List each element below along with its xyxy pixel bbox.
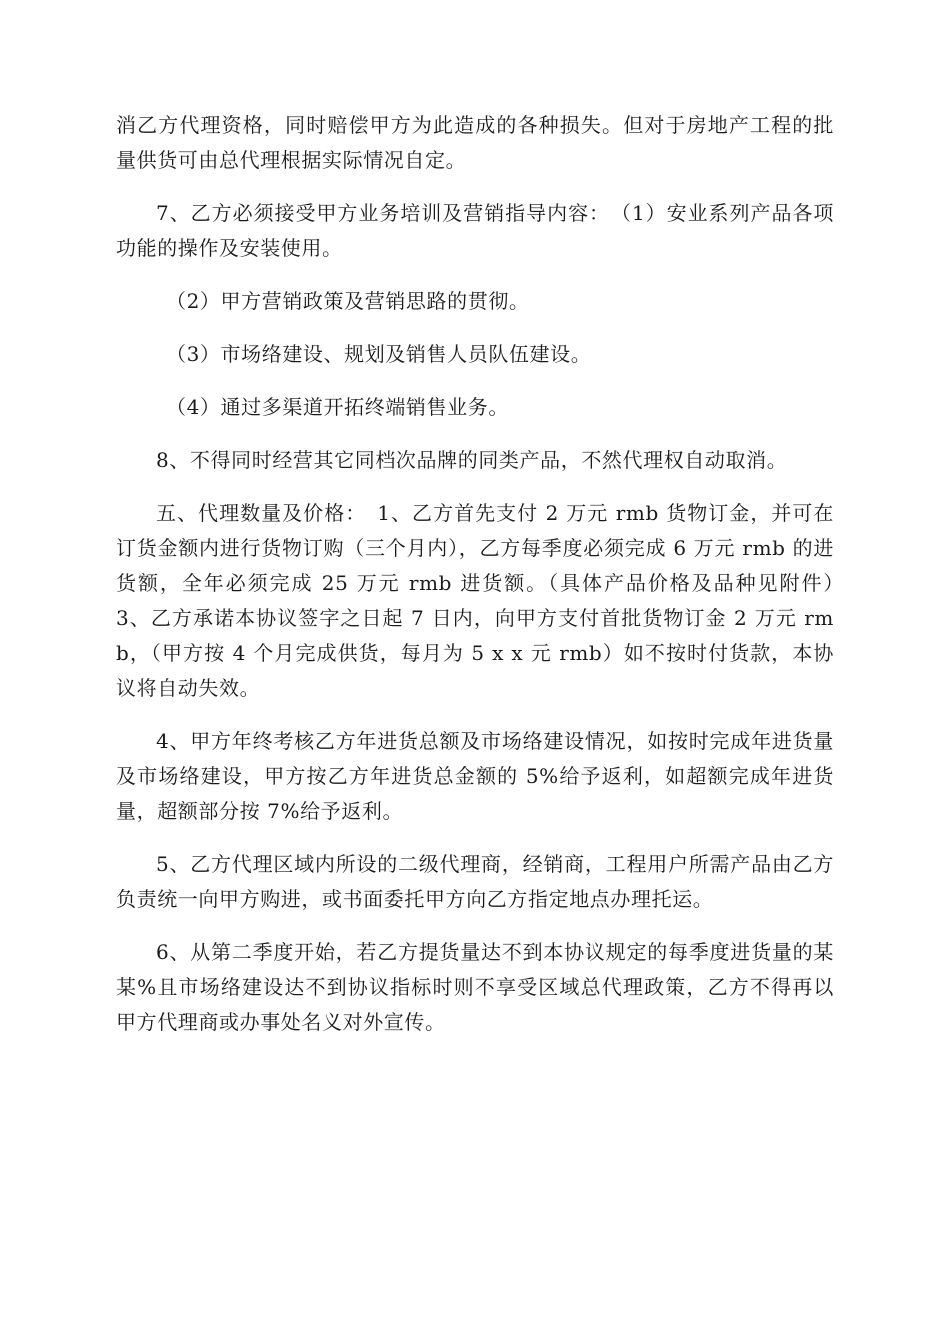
paragraph-subitem-3: （3）市场络建设、规划及销售人员队伍建设。 xyxy=(166,342,592,366)
paragraph-subitem-4: （4）通过多渠道开拓终端销售业务。 xyxy=(166,395,509,419)
paragraph-subitem-2: （2）甲方营销政策及营销思路的贯彻。 xyxy=(166,289,530,313)
paragraph-item-7: 7、乙方必须接受甲方业务培训及营销指导内容： （1）安业系列产品各项功能的操作及安装使用。 xyxy=(116,201,834,260)
document-body xyxy=(116,108,855,1058)
paragraph-continuation: 消乙方代理资格，同时赔偿甲方为此造成的各种损失。但对于房地产工程的批量供货可由总代理根据实际情况自定。 xyxy=(116,113,834,172)
paragraph-clause-4: 4、甲方年终考核乙方年进货总额及市场络建设情况，如按时完成年进货量及市场络建设，甲方按乙方年进货总金额的 5%给予返利，如超额完成年进货量，超额部分按 7%给予返利。 xyxy=(116,729,834,823)
paragraph-clause-5: 5、乙方代理区域内所设的二级代理商，经销商，工程用户所需产品由乙方负责统一向甲方购进，或书面委托甲方向乙方指定地点办理托运。 xyxy=(116,852,834,911)
paragraph-section-5-quantity-price: 五、代理数量及价格： 1、乙方首先支付 2 万元 rmb 货物订金，并可在订货金额内进行货物订购（三个月内），乙方每季度必须完成 6 万元 rmb 的进货额，全年必须完成 25 万元 rmb 进货额。（具体产品价格及品种见附件） 3、乙方承诺本协议签字之日起 7 日内，向甲方支付首批货物订金 2 万元 rmb，（甲方按 4 个月完成供货，每月为 5 x x 元 rmb）如不按时付货款，本协议将自动失效。 xyxy=(116,501,855,700)
paragraph-clause-6: 6、从第二季度开始，若乙方提货量达不到本协议规定的每季度进货量的某某%且市场络建设达不到协议指标时则不享受区域总代理政策，乙方不得再以甲方代理商或办事处名义对外宣传。 xyxy=(116,940,834,1034)
paragraph-item-8: 8、不得同时经营其它同档次品牌的同类产品，不然代理权自动取消。 xyxy=(156,448,788,472)
